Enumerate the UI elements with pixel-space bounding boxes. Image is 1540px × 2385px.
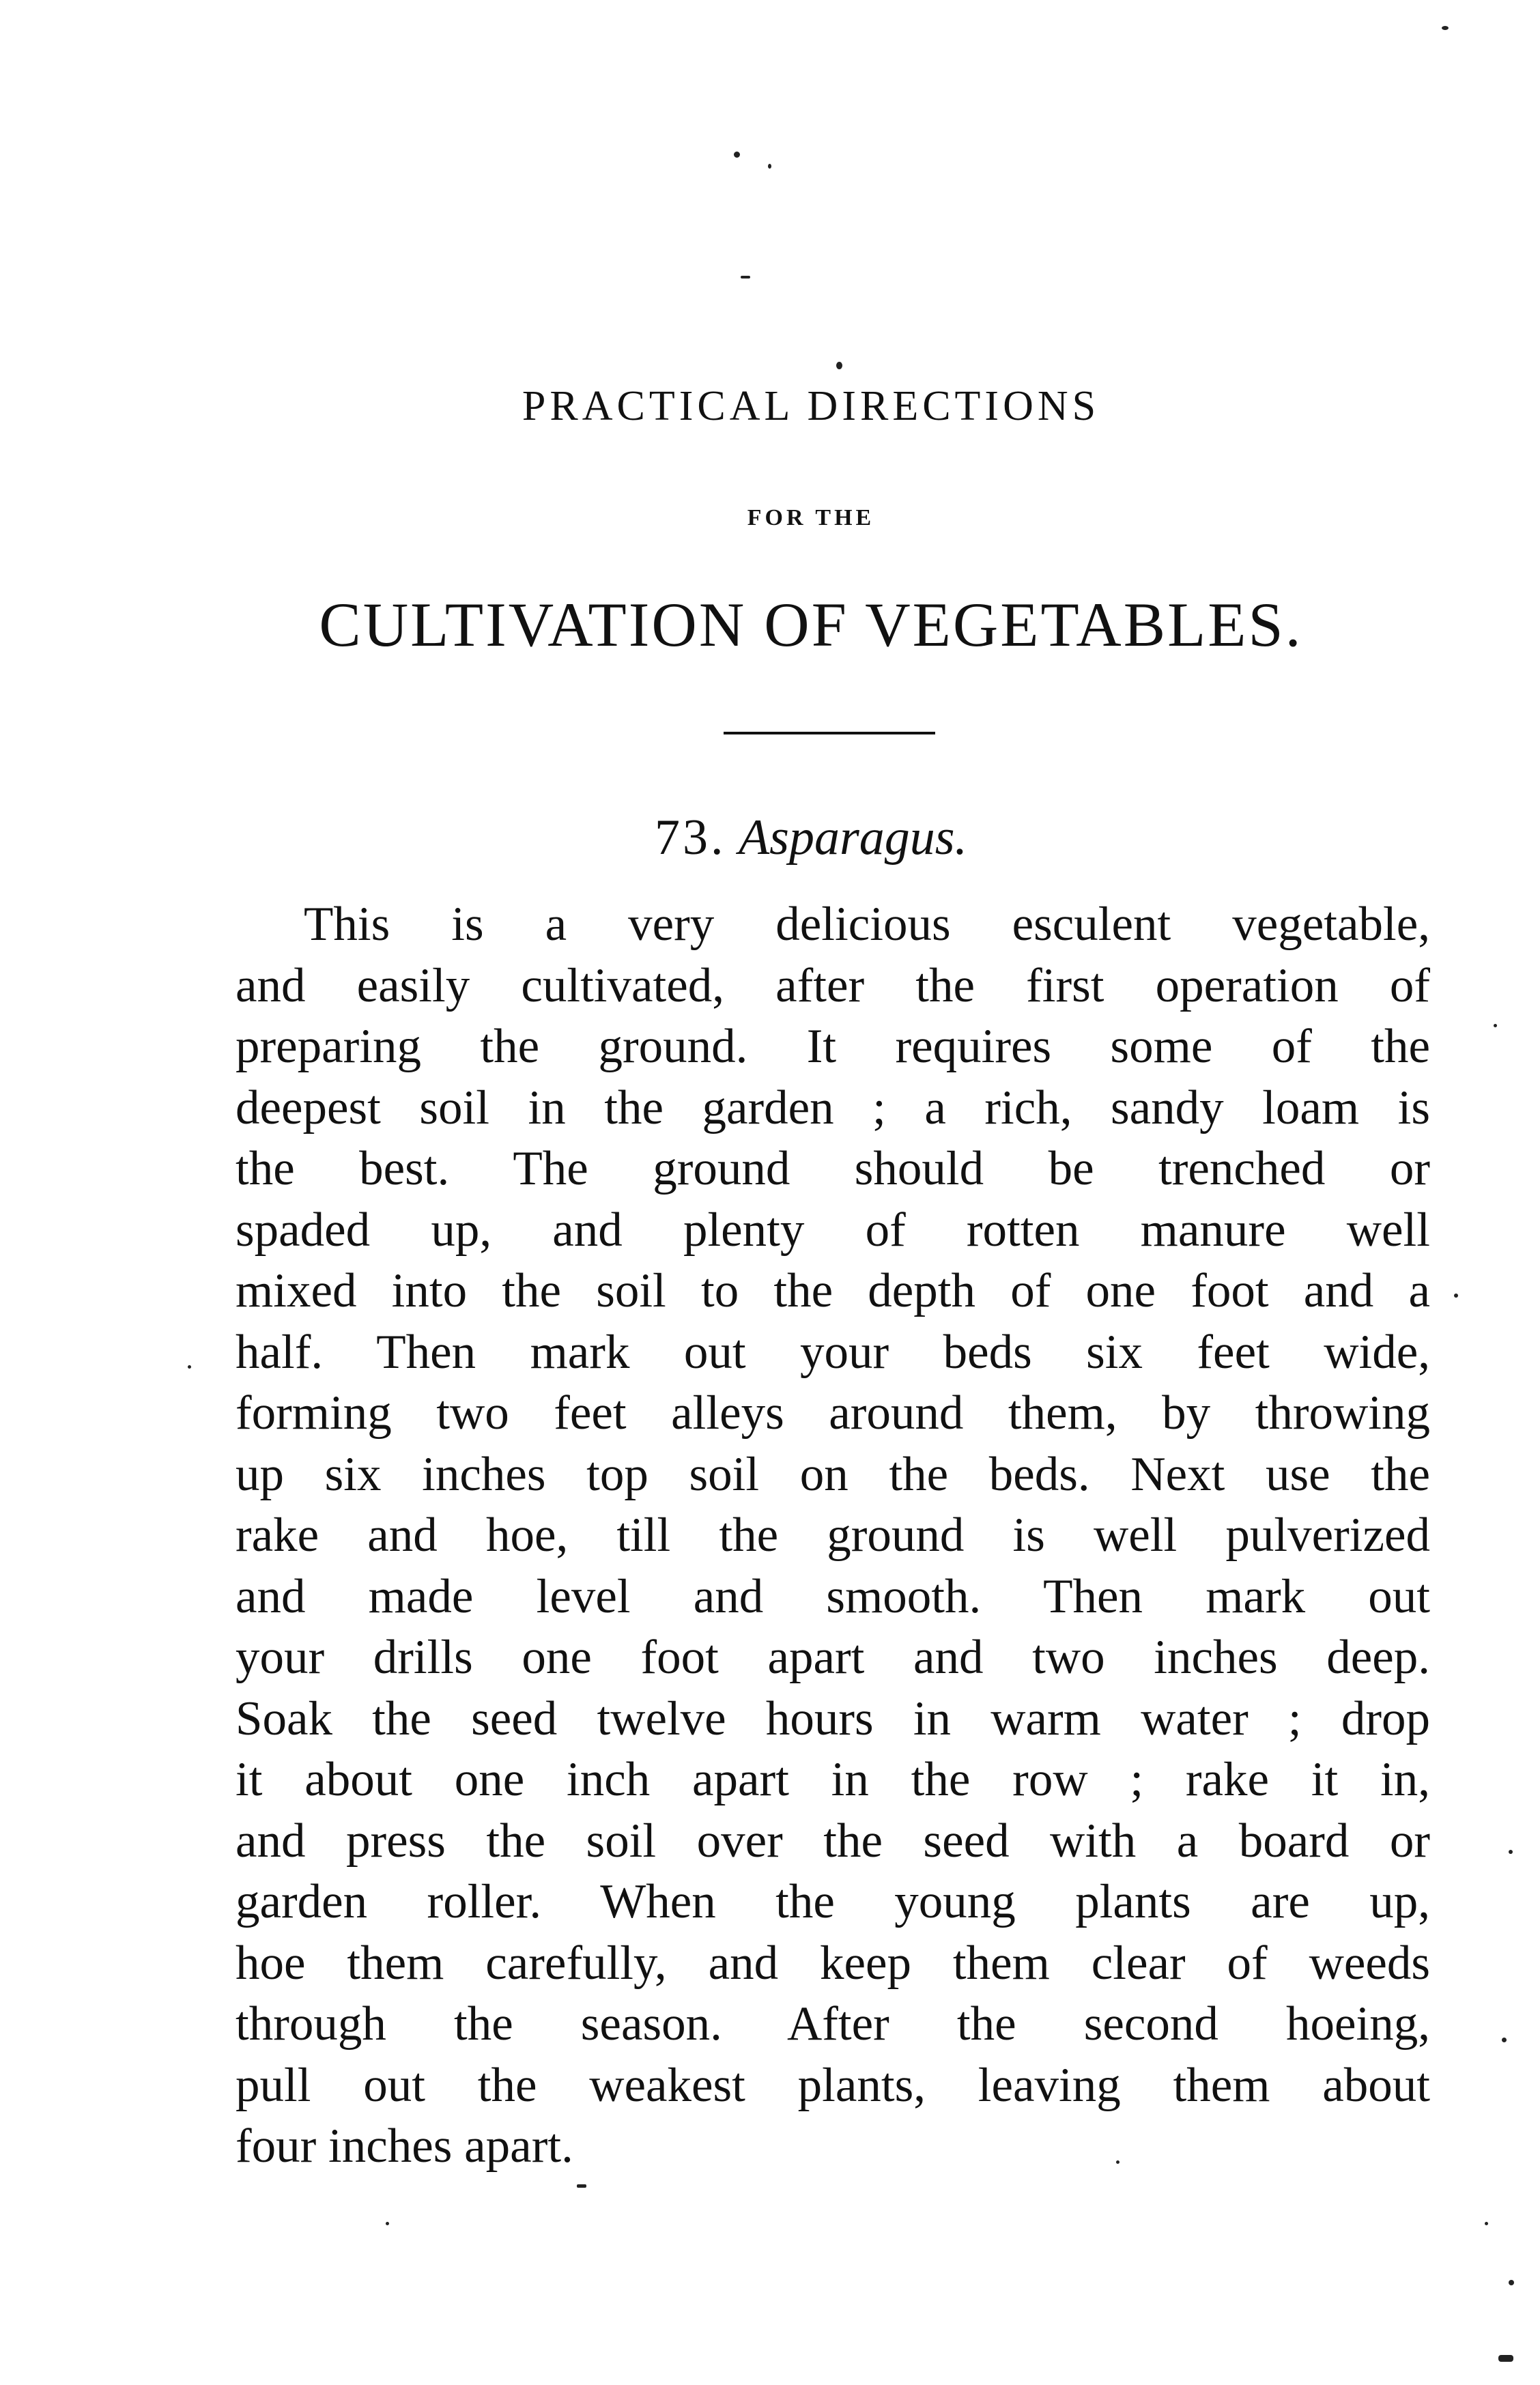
section-heading — [0, 809, 1540, 867]
text-line: preparing the ground. It requires some of the — [236, 1020, 1430, 1073]
text-line: four inches apart. — [236, 2119, 573, 2173]
scan-speck — [577, 2184, 586, 2188]
section-name: Asparagus. — [738, 810, 968, 866]
text-line: and made level and smooth. Then mark out — [236, 1569, 1430, 1623]
section-number: 73. — [654, 810, 726, 866]
text-line: garden roller. When the young plants are up, — [236, 1875, 1430, 1928]
text-line: This is a very delicious esculent vegetable, — [304, 898, 1430, 951]
asparagus-paragraph — [236, 894, 1430, 2177]
heading-for-the: FOR THE — [747, 505, 875, 530]
scan-speck — [1498, 2355, 1513, 2362]
scan-speck — [1442, 26, 1449, 30]
scan-speck — [1509, 1850, 1513, 1854]
text-line: through the season. After the second hoeing, — [236, 1997, 1430, 2051]
scan-speck — [386, 2222, 389, 2225]
scan-speck — [188, 1365, 191, 1369]
text-line: and easily cultivated, after the first operation of — [236, 958, 1430, 1012]
heading-practical-directions: PRACTICAL DIRECTIONS — [522, 383, 1100, 429]
text-line: forming two feet alleys around them, by throwing — [236, 1386, 1430, 1440]
scan-speck — [1485, 2222, 1488, 2225]
text-line: your drills one foot apart and two inches deep. — [236, 1631, 1430, 1684]
scan-speck — [1502, 2038, 1507, 2042]
scan-speck — [741, 276, 750, 279]
text-line: rake and hoe, till the ground is well pulverized — [236, 1509, 1430, 1562]
title-divider — [724, 732, 935, 734]
scan-speck — [768, 164, 771, 169]
scan-speck — [836, 362, 842, 369]
text-line: Soak the seed twelve hours in warm water ; drop — [236, 1691, 1430, 1745]
scan-speck — [1509, 2280, 1514, 2285]
scan-speck — [734, 152, 740, 158]
text-line: spaded up, and plenty of rotten manure well — [236, 1203, 1430, 1257]
heading-cultivation-of-vegetables: CULTIVATION OF VEGETABLES. — [319, 590, 1303, 659]
text-line: deepest soil in the garden ; a rich, sandy loam is — [236, 1081, 1430, 1134]
text-line: up six inches top soil on the beds. Next use the — [236, 1447, 1430, 1501]
text-line: hoe them carefully, and keep them clear of weeds — [236, 1936, 1430, 1990]
text-line: the best. The ground should be trenched or — [236, 1142, 1430, 1195]
text-line: it about one inch apart in the row ; rake it in, — [236, 1753, 1430, 1806]
scan-speck — [1454, 1294, 1458, 1298]
scan-speck — [1494, 1024, 1497, 1027]
text-line: pull out the weakest plants, leaving them about — [236, 2058, 1430, 2112]
text-line: and press the soil over the seed with a board or — [236, 1814, 1430, 1868]
text-line: mixed into the soil to the depth of one foot and a — [236, 1264, 1430, 1317]
text-line: half. Then mark out your beds six feet wide, — [236, 1325, 1430, 1379]
